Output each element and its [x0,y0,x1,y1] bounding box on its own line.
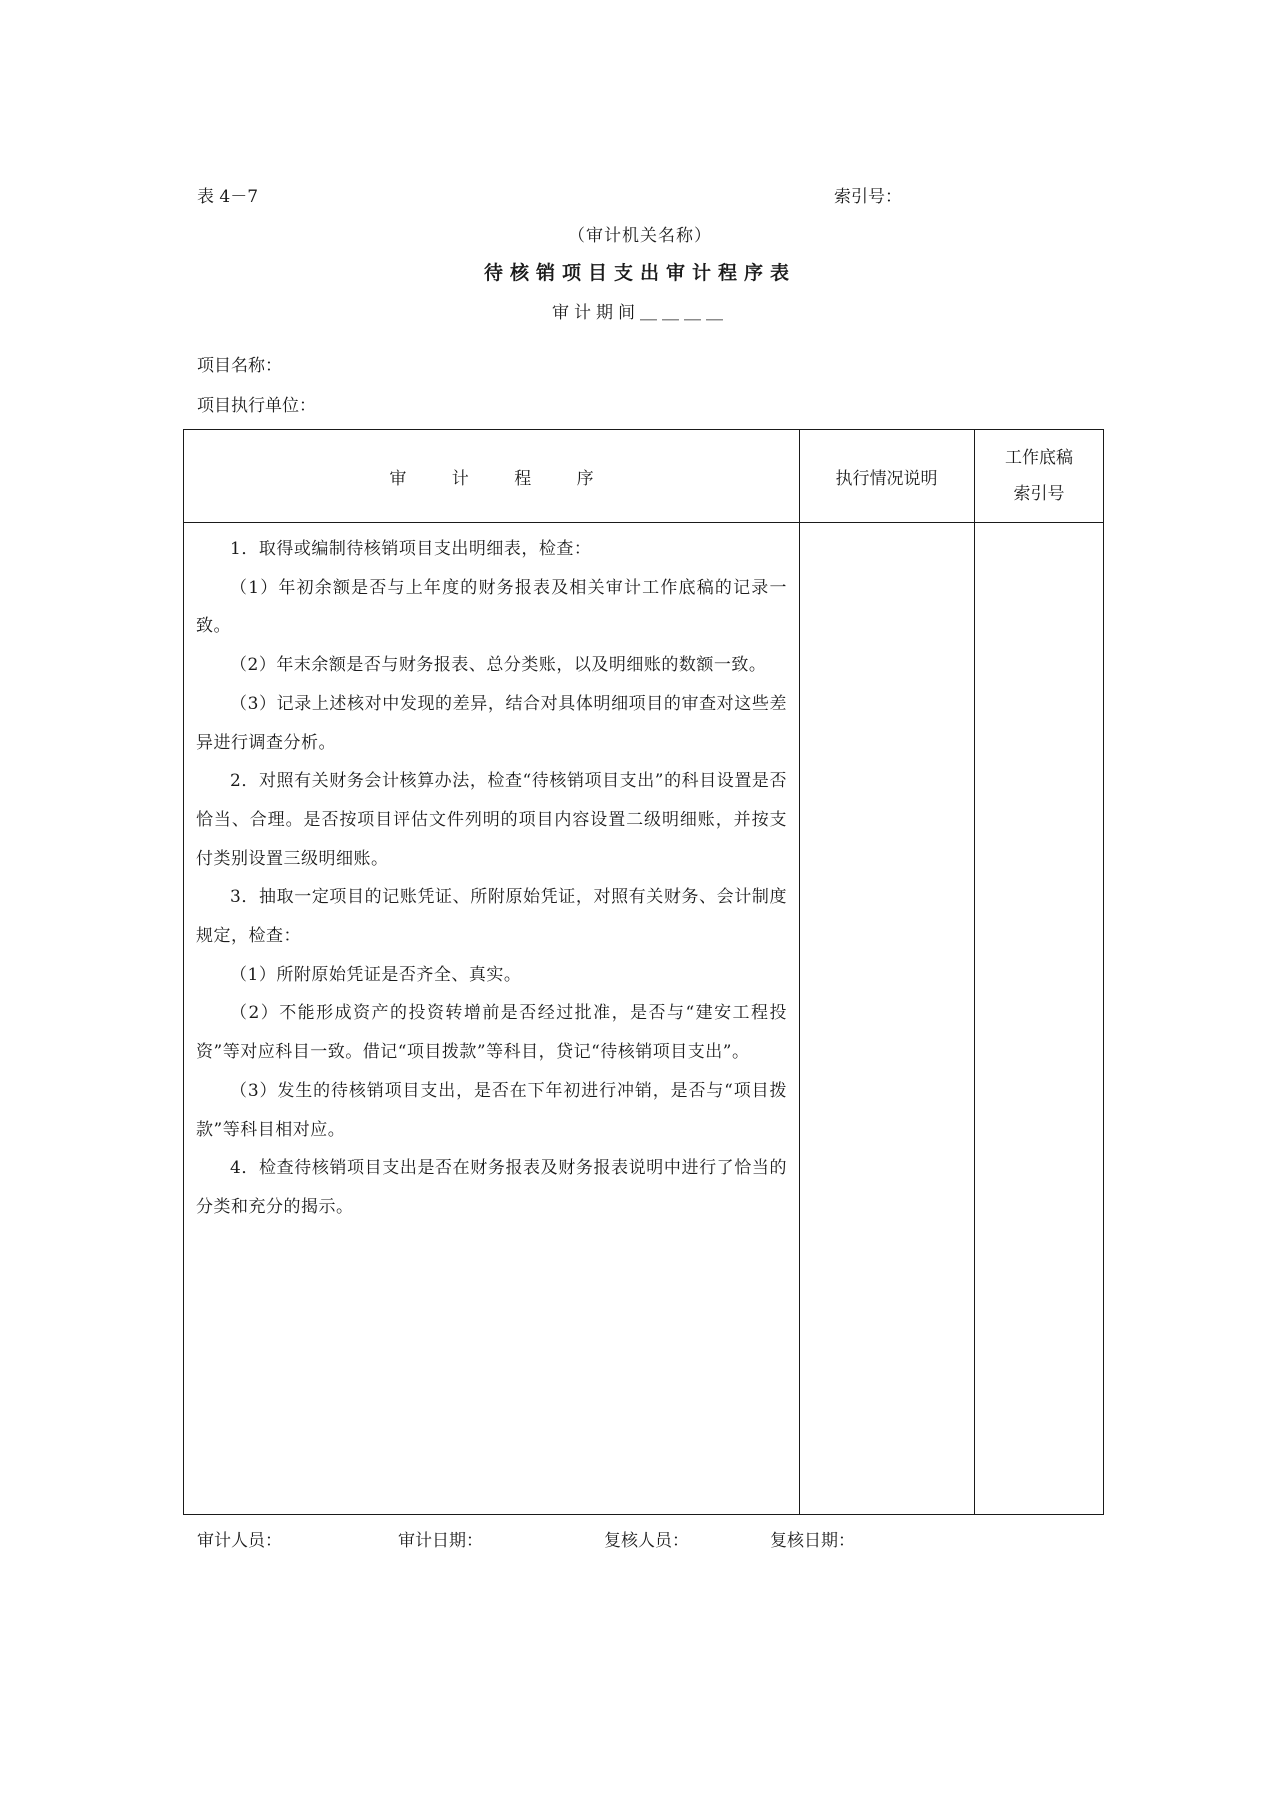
table-number: 表 4－7 [197,187,259,207]
project-unit-label: 项目执行单位： [197,396,316,416]
workpaper-header-line1: 工作底稿 [1005,448,1073,468]
procedure-item: （1）所附原始凭证是否齐全、真实。 [230,964,522,985]
column-header-execution: 执行情况说明 [835,468,938,489]
workpaper-header-line2: 索引号 [1013,484,1065,504]
form-title: 待核销项目支出审计程序表 [483,262,796,284]
column-header-workpaper-index [974,430,1104,522]
column-divider [974,430,975,1514]
procedure-item: （2）不能形成资产的投资转增前是否经过批准，是否与“建安工程投资”等对应科目一致。借记“项目拨款”等科目，贷记“待核销项目支出”。 [196,1003,787,1063]
procedure-item: （2）年末余额是否与财务报表、总分类账，以及明细账的数额一致。 [230,655,767,676]
index-number-label: 索引号： [834,187,902,207]
column-header-procedure: 审 计 程 序 [389,468,614,489]
audit-date-label: 审计日期： [398,1531,483,1551]
procedure-item: 2．对照有关财务会计核算办法，检查“待核销项目支出”的科目设置是否恰当、合理。是否按项目评估文件列明的项目内容设置二级明细账，并按支付类别设置三级明细账。 [196,771,787,869]
procedure-item: 1．取得或编制待核销项目支出明细表，检查： [230,539,592,559]
auditor-label: 审计人员： [197,1531,282,1551]
procedure-item: （3）发生的待核销项目支出，是否在下年初进行冲销，是否与“项目拨款”等科目相对应。 [196,1080,787,1140]
reviewer-label: 复核人员： [604,1531,689,1551]
procedure-item: （1）年初余额是否与上年度的财务报表及相关审计工作底稿的记录一致。 [196,577,787,637]
header-divider [184,522,1103,523]
audit-procedure-table [183,429,1104,1515]
procedure-item: 3．抽取一定项目的记账凭证、所附原始凭证，对照有关财务、会计制度规定，检查： [196,887,787,947]
procedure-item: （3）记录上述核对中发现的差异，结合对具体明细项目的审查对这些差异进行调查分析。 [196,693,787,753]
column-divider [799,430,800,1514]
audit-period: 审计期间＿＿＿＿ [552,303,728,323]
procedure-list [196,530,787,1227]
procedure-item: 4．检查待核销项目支出是否在财务报表及财务报表说明中进行了恰当的分类和充分的揭示。 [196,1158,787,1217]
project-name-label: 项目名称： [197,356,282,376]
audit-org-name: （审计机关名称） [568,226,712,246]
review-date-label: 复核日期： [770,1531,855,1551]
